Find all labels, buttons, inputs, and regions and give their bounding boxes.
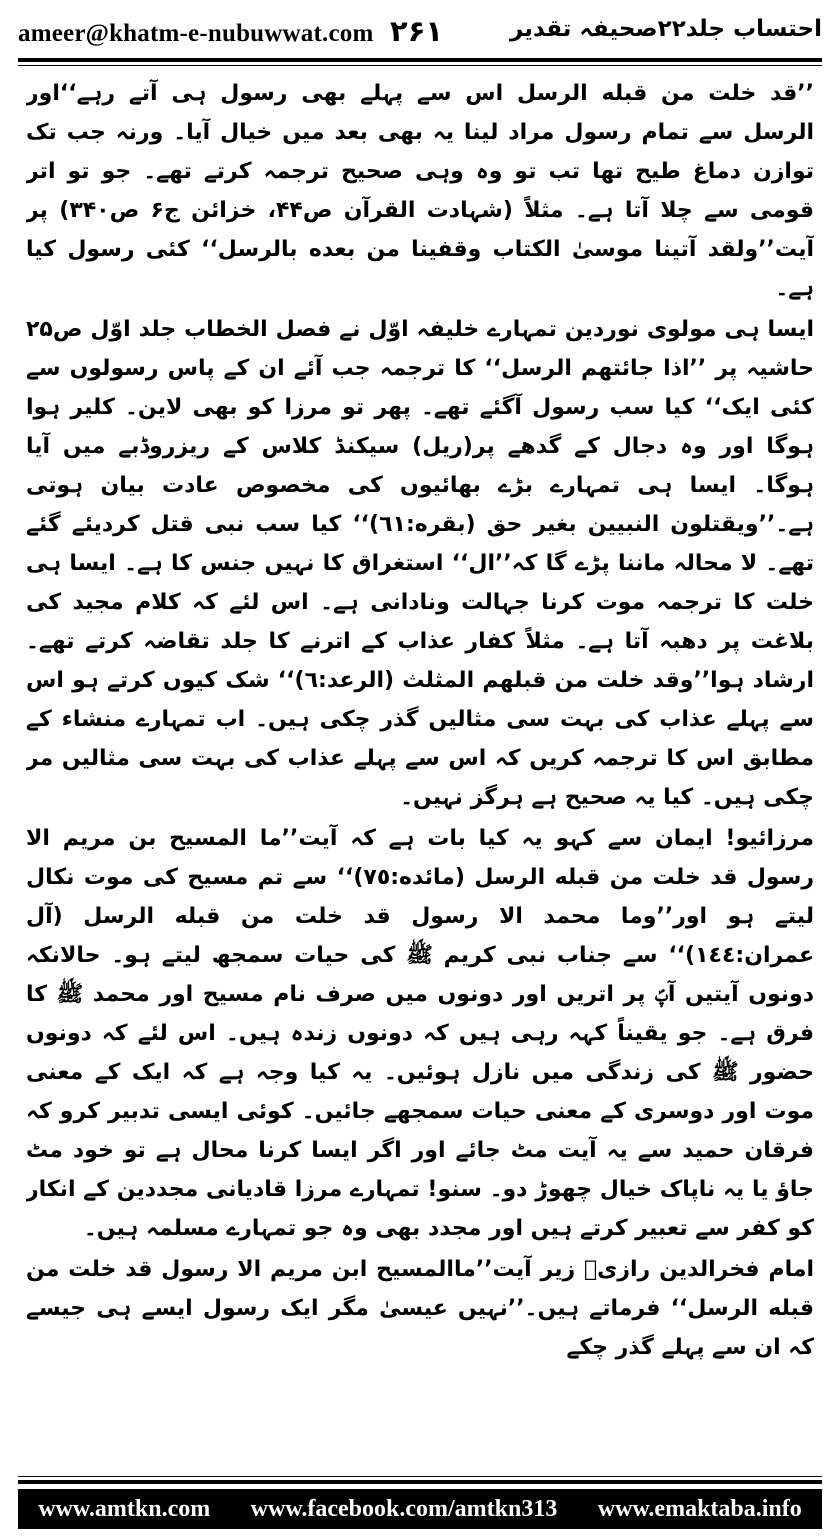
paragraph-1: ’’قد خلت من قبله الرسل اس سے پہلے بھی رسول ہی آتے رہے‘‘اور الرسل سے تمام رسول مراد لینا یہ بھی بعد میں خیال آیا۔ ورنہ جب تک توازن دماغ طیح تھا تب تو وہ وہی صحیح ترجمہ کرتے تھے۔ جو تو اتر قومی سے چلا آتا ہے۔ مثلاً (شہادت القرآن ص۴۴، خزائن ج۶ ص۳۴۰) پر آیت’’ولقد آتینا موسیٰ الکتاب وقفینا من بعده بالرسل‘‘ کئی رسول کیا ہے۔	[26, 81, 814, 301]
paragraph-2: ایسا ہی مولوی نوردین تمہارے خلیفہ اوّل نے فصل الخطاب جلد اوّل ص۲۵ حاشیہ پر ’’اذا جائتهم الرسل‘‘ کا ترجمہ جب آئے ان کے پاس رسولوں سے کئی ایک‘‘ کیا سب رسول آگئے تھے۔ پھر تو مرزا کو بھی لاین۔ کلیر ہوا ہوگا اور وہ دجال کے گدھے پر(ریل) سیکنڈ کلاس کے ریزروڈبے میں آیا ہوگا۔ ایسا ہی تمہارے بڑے بھائیوں کی مخصوص عادت بیان ہوتی ہے۔’’ويقتلون النبيين بغير حق (بقره:٦١)‘‘ کیا سب نبی قتل کردیئے گئے تھے۔ لا محالہ ماننا پڑے گا کہ’’ال‘‘ استغراق کا نہیں جنس کا ہے۔ ایسا ہی خلت کا ترجمہ موت کرنا جہالت ونادانی ہے۔ اس لئے کہ کلام مجید کی بلاغت پر دھبہ آتا ہے۔ مثلاً کفار عذاب کے اترنے کا جلد تقاضہ کرتے تھے۔ ارشاد ہوا’’وقد خلت من قبلهم المثلث (الرعد:٦)‘‘ شک کیوں کرتے ہو اس سے پہلے عذاب کی بہت سی مثالیں گذر چکی ہیں۔ اب تمہارے منشاء کے مطابق اس کا ترجمہ کریں کہ اس سے پہلے عذاب کی بہت سی مثالیں مر چکی ہیں۔ کیا یہ صحیح ہے ہرگز نہیں۔	[26, 317, 814, 810]
footer-link-amtkn[interactable]: www.amtkn.com	[38, 1495, 211, 1522]
page-body	[26, 74, 814, 1472]
header-rule-thin	[18, 65, 822, 66]
page-header	[18, 12, 822, 56]
footer-link-emaktaba[interactable]: www.emaktaba.info	[597, 1495, 802, 1522]
footer-rule	[18, 1480, 822, 1484]
paragraph-3: مرزائیو! ایمان سے کہو یہ کیا بات ہے کہ آیت’’ما المسيح بن مريم الا رسول قد خلت من قبله الرسل (مائده:٧٥)‘‘ سے تم مسیح کی موت نکال لیتے ہو اور’’وما محمد الا رسول قد خلت من قبله الرسل (آل عمران:١٤٤)‘‘ سے جناب نبی کریم ﷺ کی حیات سمجھ لیتے ہو۔ حالانکہ دونوں آیتیں آپؐ پر اتریں اور دونوں میں صرف نام مسیح اور محمد ﷺ کا فرق ہے۔ جو یقیناً کہہ رہی ہیں کہ دونوں زندہ ہیں۔ اس لئے کہ دونوں حضور ﷺ کی زندگی میں نازل ہوئیں۔ یہ کیا وجہ ہے کہ ایک کے معنی موت اور دوسری کے معنی حیات سمجھے جائیں۔ کوئی ایسی تدبیر کرو کہ فرقان حمید سے یہ آیت مٹ جائے اور اگر ایسا کرنا محال ہے تو خود مٹ جاؤ یا یہ ناپاک خیال چھوڑ دو۔ سنو! تمہارے مرزا قادیانی مجددین کے انکار کو کفر سے تعبیر کرتے ہیں اور مجدد بھی وہ جو تمہارے مسلمہ ہیں۔	[26, 826, 814, 1241]
header-rule	[18, 58, 822, 62]
footer-link-facebook[interactable]: www.facebook.com/amtkn313	[250, 1495, 558, 1522]
page-footer	[18, 1489, 822, 1529]
paragraph-4: امام فخرالدین رازیؒ زیر آیت’’ماالمسيح ابن مريم الا رسول قد خلت من قبله الرسل‘‘ فرماتے ہیں۔’’نہیں عیسیٰ مگر ایک رسول ایسے ہی جیسے کہ ان سے پہلے گذر چکے	[26, 1257, 814, 1360]
header-email: ameer@khatm-e-nubuwwat.com	[18, 20, 374, 47]
page-number: ۲۶۱	[390, 14, 444, 48]
book-title: احتساب جلد۲۲صحیفہ تقدیر	[510, 16, 822, 42]
footer-rule-thin	[18, 1476, 822, 1477]
